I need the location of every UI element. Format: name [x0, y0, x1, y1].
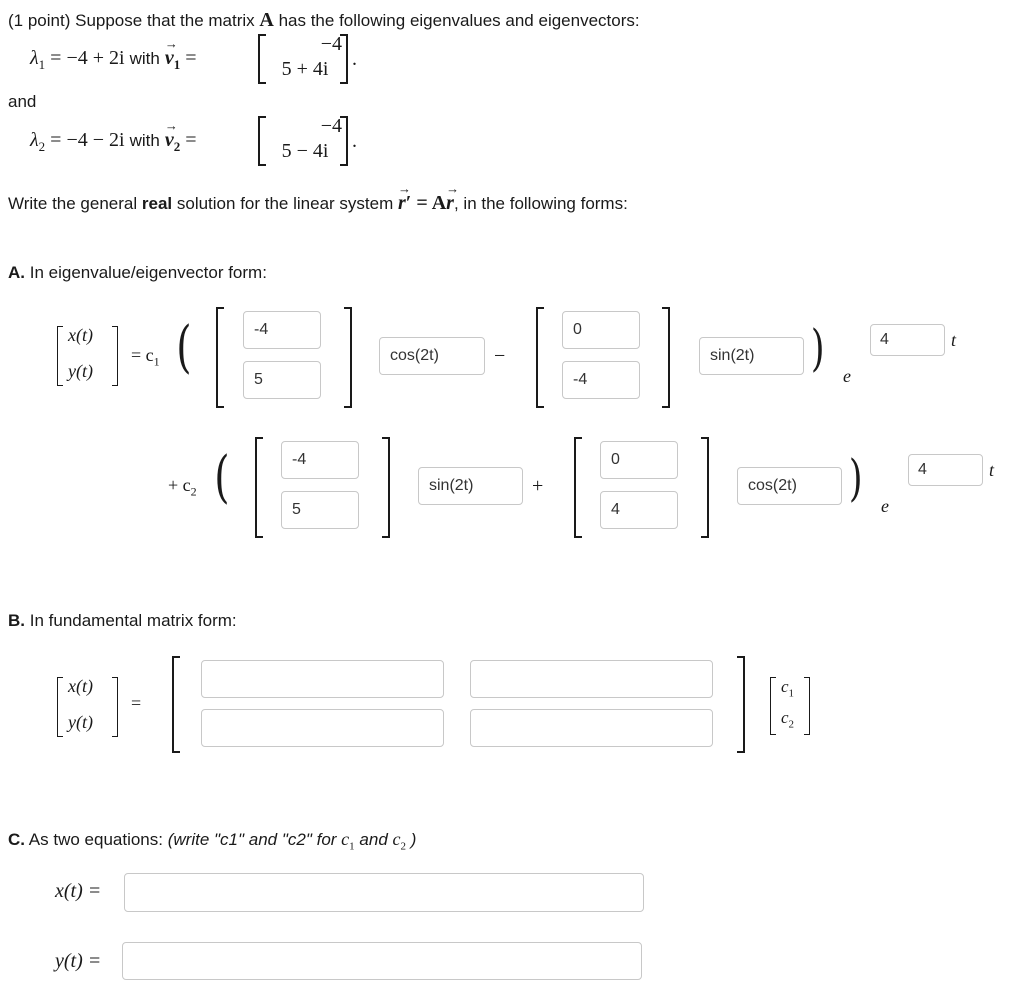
v1-eq: =: [185, 47, 197, 69]
problem-statement: [8, 9, 640, 32]
partB-heading: [8, 611, 237, 631]
partC-x-input[interactable]: [124, 873, 644, 912]
intro-text: Suppose that the matrix: [75, 11, 255, 30]
partA-xy-right-bracket: [112, 326, 118, 386]
row1-vecB-right-bracket: [662, 307, 670, 408]
partA-eq-c1: [131, 345, 160, 370]
partA-y-t: y(t): [68, 361, 93, 381]
partB-c-right-bracket: [804, 677, 810, 735]
v2-bottom: 5 − 4i: [281, 140, 329, 162]
row1-close-paren: ): [810, 319, 825, 377]
row1-e: e: [843, 366, 851, 386]
row1-vecA-right-bracket: [344, 307, 352, 408]
intro-end-text: has the following eigenvalues and eigenvectors:: [278, 11, 640, 30]
partB-cell-12-input[interactable]: [470, 660, 713, 698]
instruction-mid: solution for the linear system: [176, 194, 394, 213]
partA-title: In eigenvalue/eigenvector form:: [29, 263, 267, 282]
partB-label: B.: [8, 611, 25, 630]
eq-c1-text: = c: [131, 345, 154, 365]
points-label: (1 point): [8, 11, 71, 30]
row2-vecB-bottom-input[interactable]: 4: [600, 491, 678, 529]
row2-vecA-right-bracket: [382, 437, 390, 538]
partC-hint-c1-sub: 1: [349, 840, 355, 853]
v1-sub: 1: [173, 57, 181, 72]
row2-vecA-left-bracket: [255, 437, 263, 538]
partB-y-t: y(t): [68, 712, 93, 732]
instruction-post: , in the following forms:: [453, 194, 628, 213]
partC-hint-c1: [341, 829, 355, 853]
v1-symbol: → v: [165, 47, 174, 70]
partB-c2: [781, 708, 794, 730]
v2-sub: 2: [173, 139, 181, 154]
partB-xy-right-bracket: [112, 677, 118, 737]
row1-exponent-input[interactable]: 4: [870, 324, 945, 356]
row2-exponent-input[interactable]: 4: [908, 454, 983, 486]
partB-c1: [781, 677, 794, 699]
partC-hint-c2-text: c: [392, 829, 401, 849]
partB-cell-11-input[interactable]: [201, 660, 444, 698]
v2-eq: =: [185, 129, 197, 151]
partA-label: A.: [8, 263, 25, 282]
partB-matrix-right-bracket: [737, 656, 745, 753]
lambda2-with: with: [129, 131, 160, 150]
row1-open-paren: (: [176, 315, 192, 380]
instruction-pre: Write the general: [8, 194, 138, 213]
row1-func2-input[interactable]: sin(2t): [699, 337, 804, 375]
partB-c1-text: c: [781, 677, 789, 696]
lambda1-symbol: λ: [30, 47, 39, 69]
partC-y-label: y(t) =: [55, 950, 102, 972]
partB-matrix-left-bracket: [172, 656, 180, 753]
row1-minus: −: [494, 345, 506, 367]
partA-heading: [8, 263, 267, 283]
row2-plus: +: [532, 475, 544, 497]
row2-e: e: [881, 496, 889, 516]
v1-top: −4: [320, 33, 342, 55]
partC-hint-and: and: [359, 830, 388, 849]
lambda1-value: = −4 + 2i: [50, 47, 125, 69]
v1-bottom: 5 + 4i: [281, 58, 329, 80]
row1-vecA-left-bracket: [216, 307, 224, 408]
lambda2-value: = −4 − 2i: [50, 129, 125, 151]
partB-c2-text: c: [781, 708, 789, 727]
lambda2-sub: 2: [38, 139, 46, 154]
system-lhs: → r: [398, 192, 406, 215]
row1-vecB-top-input[interactable]: 0: [562, 311, 640, 349]
partC-x-label: x(t) =: [55, 880, 102, 902]
row2-func1-input[interactable]: sin(2t): [418, 467, 523, 505]
row2-open-paren: (: [214, 445, 230, 510]
lambda1-with: with: [129, 49, 160, 68]
row1-vecA-top-input[interactable]: -4: [243, 311, 321, 349]
row1-t: t: [951, 330, 957, 350]
lambda1-line: [30, 47, 196, 73]
row2-vecA-top-input[interactable]: -4: [281, 441, 359, 479]
row1-func1-input[interactable]: cos(2t): [379, 337, 485, 375]
v2-symbol: → v: [165, 129, 174, 152]
partC-hint-post: ): [410, 830, 417, 849]
lambda2-symbol: λ: [30, 129, 39, 151]
partC-y-input[interactable]: [122, 942, 642, 980]
partB-x-t: x(t): [68, 676, 93, 696]
partC-label: C.: [8, 830, 25, 849]
partB-title: In fundamental matrix form:: [29, 611, 237, 630]
lambda2-line: [30, 129, 196, 155]
partB-c-left-bracket: [770, 677, 776, 735]
partC-hint-c2: [392, 829, 407, 853]
system-rhs: → r: [446, 192, 454, 215]
row1-vecB-left-bracket: [536, 307, 544, 408]
row2-t: t: [989, 460, 995, 480]
v2-period: .: [352, 130, 357, 152]
plus-c2-text: + c: [168, 475, 191, 495]
row2-func2-input[interactable]: cos(2t): [737, 467, 842, 505]
partB-eq: =: [131, 693, 142, 713]
partA-x-t: x(t): [68, 325, 93, 345]
partB-xy-left-bracket: [57, 677, 63, 737]
instruction-line: [8, 192, 628, 215]
row2-vecB-top-input[interactable]: 0: [600, 441, 678, 479]
partC-hint-c1-text: c: [341, 829, 350, 849]
matrix-symbol: A: [259, 9, 274, 31]
v2-top: −4: [320, 115, 342, 137]
v2-left-bracket: [258, 116, 266, 166]
partC-hint-pre: (write "c1" and "c2" for: [167, 830, 337, 849]
partB-c1-sub: 1: [788, 687, 795, 700]
c2-sub: 2: [190, 484, 197, 499]
row2-vecB-left-bracket: [574, 437, 582, 538]
row2-close-paren: ): [848, 449, 863, 507]
v1-left-bracket: [258, 34, 266, 84]
partA-xy-left-bracket: [57, 326, 63, 386]
v1-right-bracket: [340, 34, 348, 84]
partB-cell-21-input[interactable]: [201, 709, 444, 747]
v2-right-bracket: [340, 116, 348, 166]
row1-vecA-bottom-input[interactable]: 5: [243, 361, 321, 399]
row2-vecA-bottom-input[interactable]: 5: [281, 491, 359, 529]
c1-sub: 1: [153, 354, 160, 369]
instruction-bold: real: [141, 194, 173, 213]
partB-c2-sub: 2: [788, 718, 795, 731]
row1-vecB-bottom-input[interactable]: -4: [562, 361, 640, 399]
partC-title: As two equations:: [28, 830, 163, 849]
row2-vecB-right-bracket: [701, 437, 709, 538]
partA-plus-c2: [168, 475, 197, 500]
system-eq: ′ = A: [405, 192, 447, 214]
v1-period: .: [352, 48, 357, 70]
partC-heading: [8, 829, 416, 853]
partC-hint-c2-sub: 2: [400, 840, 407, 853]
partB-cell-22-input[interactable]: [470, 709, 713, 747]
lambda1-sub: 1: [38, 57, 46, 72]
and-text: and: [8, 92, 37, 111]
